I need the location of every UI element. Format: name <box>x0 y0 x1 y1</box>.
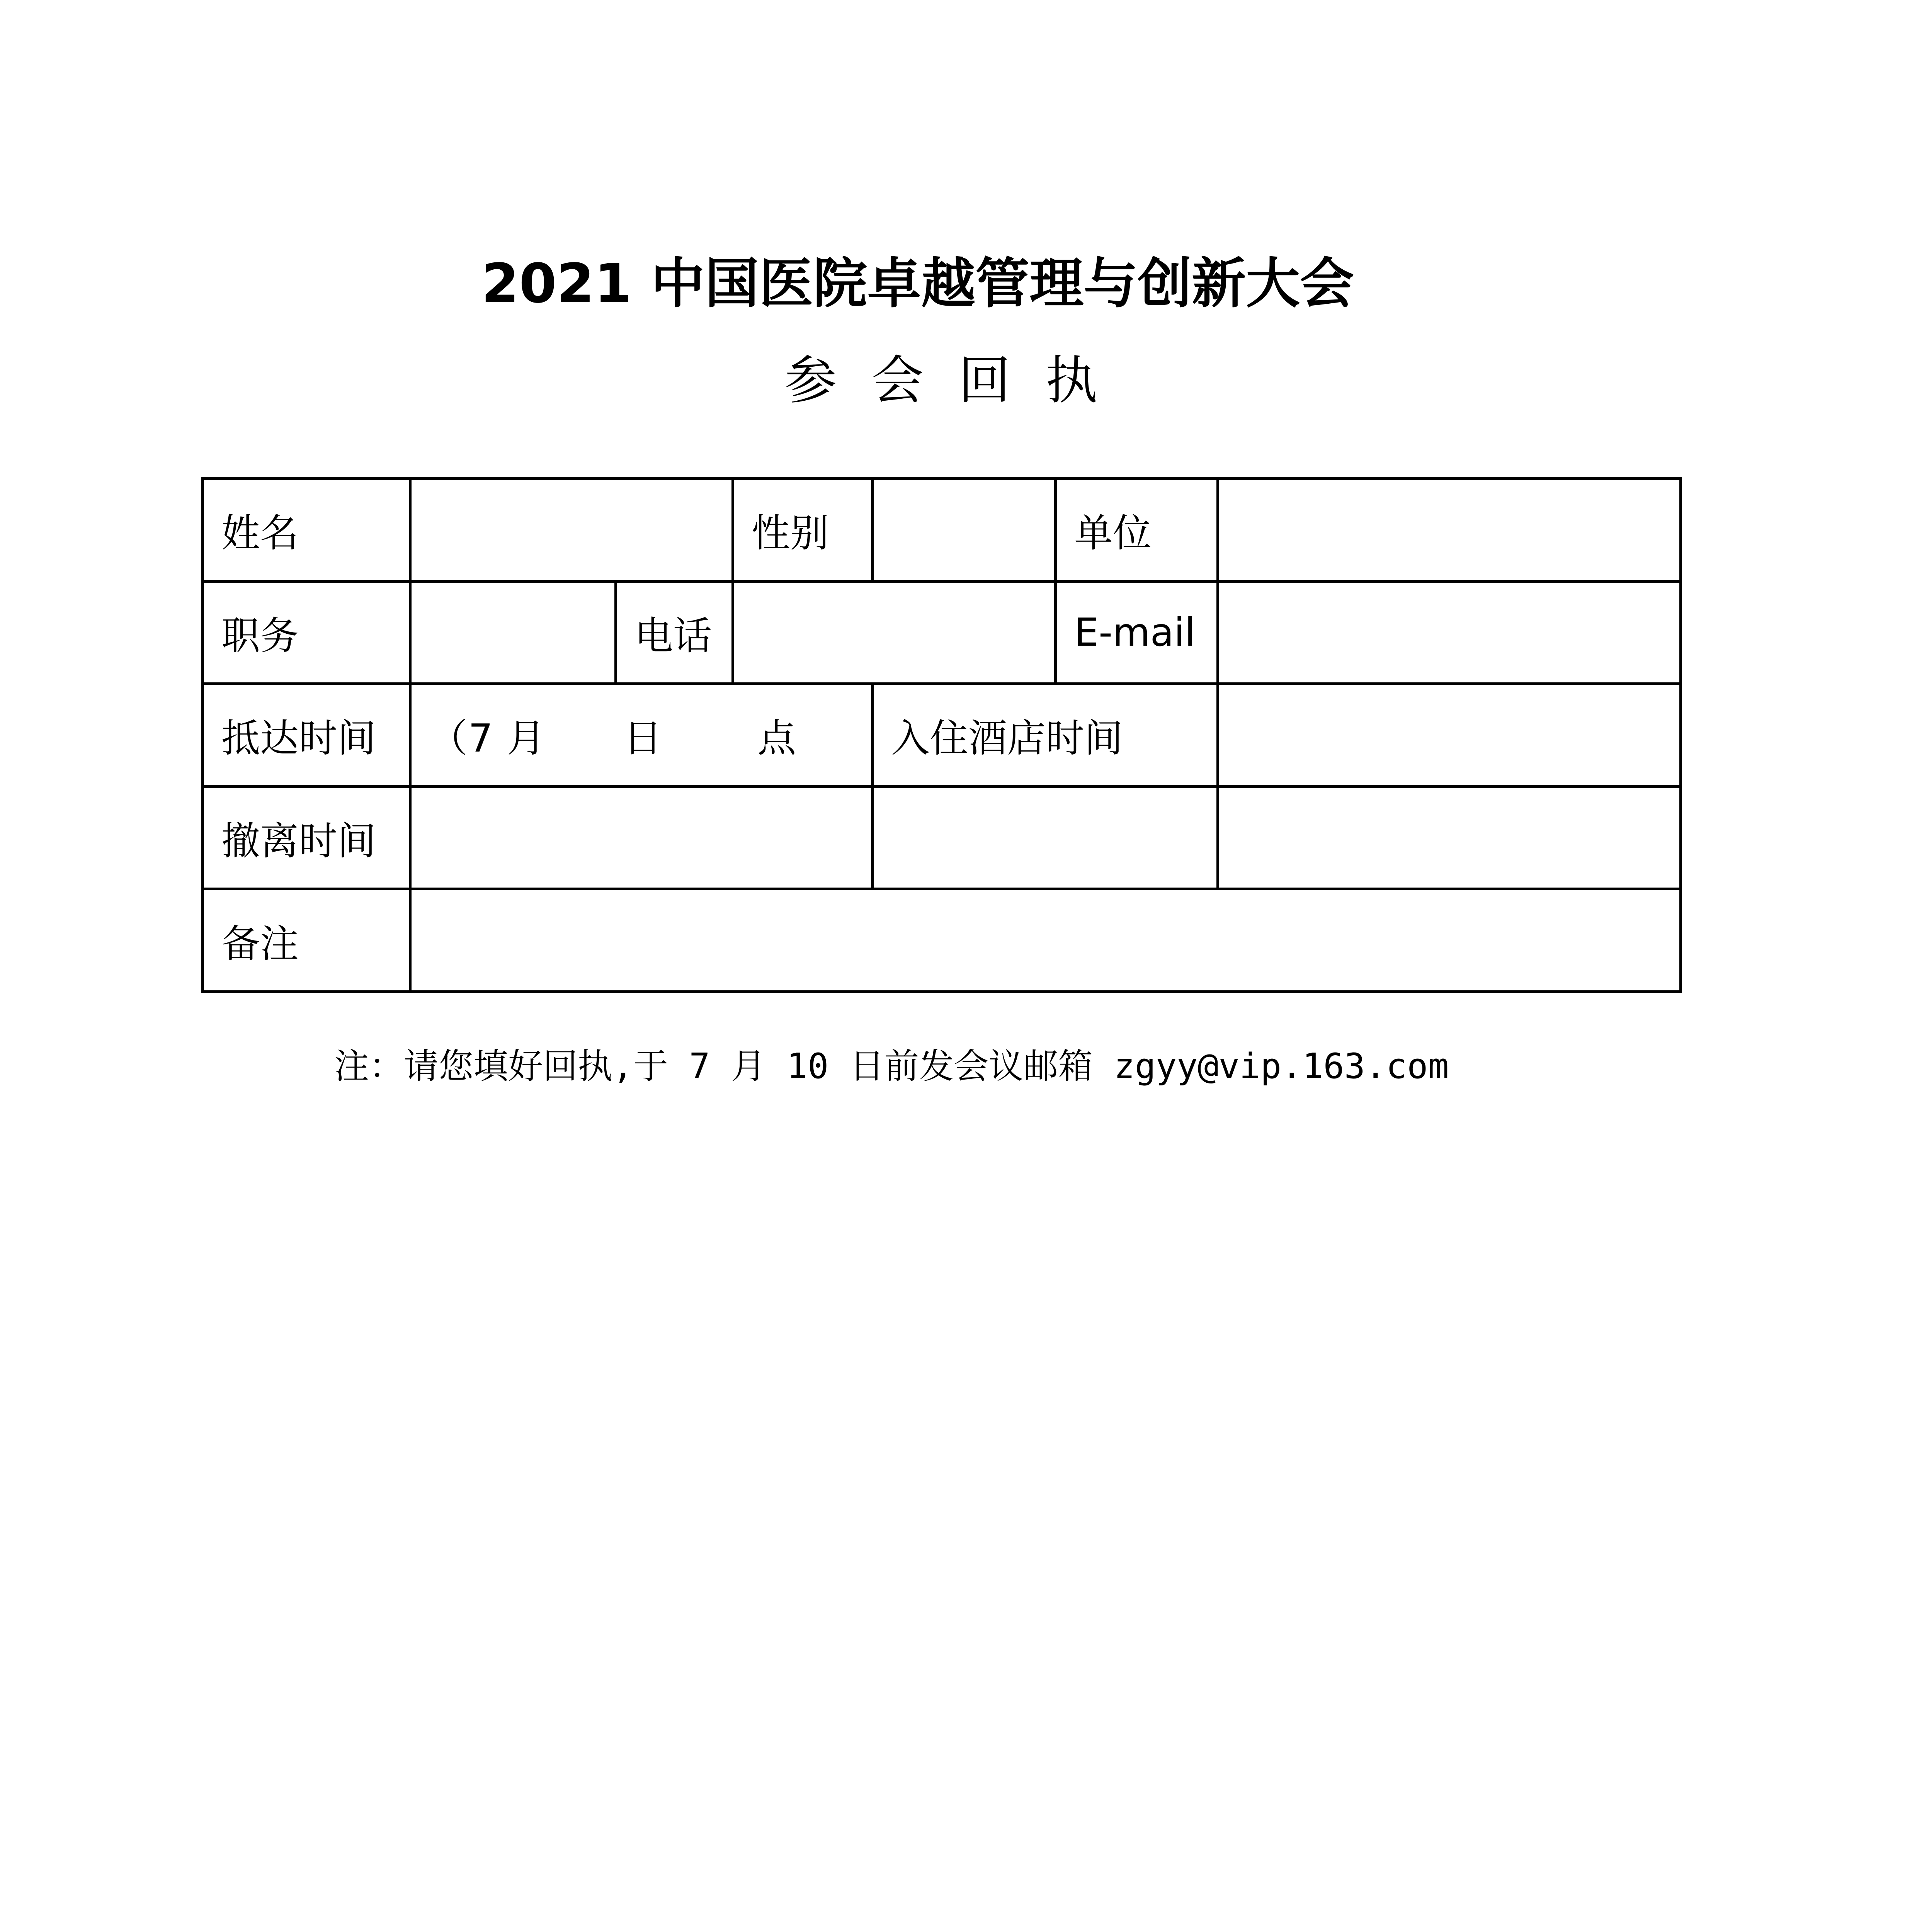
phone-field[interactable] <box>733 581 1056 684</box>
departure-label: 撤离时间 <box>203 786 410 889</box>
remarks-field[interactable] <box>410 889 1681 992</box>
registration-form-table <box>201 477 1682 993</box>
form-row-remarks <box>203 889 1681 992</box>
position-field[interactable] <box>410 581 616 684</box>
position-label: 职务 <box>203 581 410 684</box>
unit-label: 单位 <box>1056 479 1218 582</box>
document-subtitle: 参会回执 <box>784 350 1133 411</box>
email-label: E-mail <box>1056 581 1218 684</box>
checkin-label: 入住酒店时间 <box>873 684 1218 787</box>
departure-extra-field[interactable] <box>873 786 1218 889</box>
arrival-time-field[interactable] <box>410 684 873 787</box>
arrival-label: 抵达时间 <box>203 684 410 787</box>
arrival-month-text: （7 月 <box>429 716 546 761</box>
checkin-field[interactable] <box>1218 684 1681 787</box>
name-label: 姓名 <box>203 479 410 582</box>
form-row-departure <box>203 786 1681 889</box>
departure-extra2-field[interactable] <box>1218 786 1681 889</box>
email-field[interactable] <box>1218 581 1681 684</box>
departure-field[interactable] <box>410 786 873 889</box>
unit-field[interactable] <box>1218 479 1681 582</box>
remarks-label: 备注 <box>203 889 410 992</box>
name-field[interactable] <box>410 479 733 582</box>
form-row-position <box>203 581 1681 684</box>
gender-label: 性别 <box>733 479 873 582</box>
submission-note: 注：请您填好回执,于 7 月 10 日前发会议邮箱 zgyy@vip.163.com <box>334 1046 1449 1087</box>
gender-field[interactable] <box>873 479 1056 582</box>
form-row-name <box>203 479 1681 582</box>
phone-label: 电话 <box>616 581 733 684</box>
arrival-day-text: 日 <box>623 716 663 761</box>
arrival-hour-text: 点 <box>757 716 797 761</box>
document-title: 2021 中国医院卓越管理与创新大会 <box>481 252 1354 315</box>
form-row-arrival <box>203 684 1681 787</box>
